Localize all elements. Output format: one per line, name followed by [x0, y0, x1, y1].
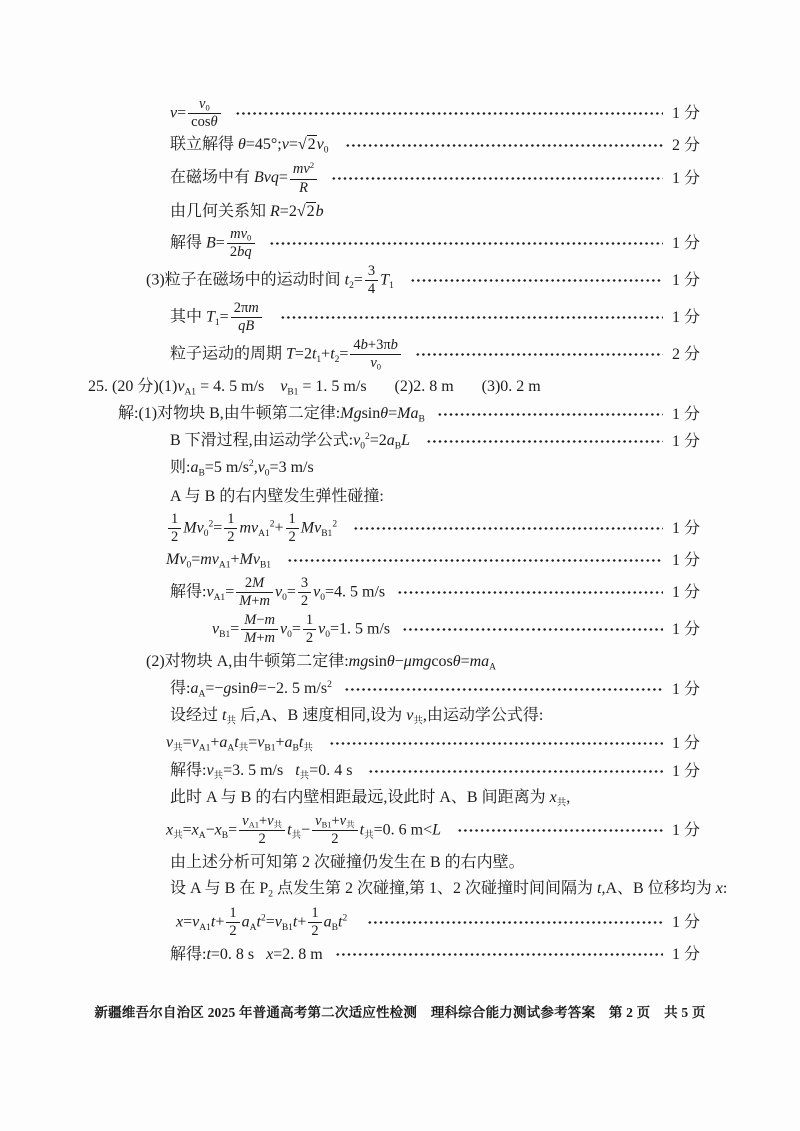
formula-content: 由上述分析可知第 2 次碰撞仍发生在 B 的右内壁。: [170, 854, 525, 872]
dotted-leader: [344, 687, 663, 692]
fraction: $\frac{1}{2}$: [303, 612, 316, 647]
dotted-leader: [397, 590, 663, 595]
formula-content: A 与 B 的右内壁发生弹性碰撞:: [170, 487, 384, 505]
score-label: 1 分: [671, 945, 700, 963]
formula-content: 粒子运动的周期 $T=2t_1+t_2=$ $\frac{4b+3\pi b}{v0}$: [170, 337, 407, 372]
score-label: 1 分: [671, 680, 700, 698]
fraction: $\frac{2\pi m}{qB}$: [231, 300, 262, 335]
score-label: 1 分: [671, 621, 700, 639]
score-label: 1 分: [671, 105, 700, 123]
answer-line: [0, 133, 800, 158]
fraction: $\frac{1}{2}$: [168, 511, 181, 546]
answer-line: [0, 759, 800, 784]
score-label: 1 分: [671, 309, 700, 327]
score-label: 1 分: [671, 735, 700, 753]
dotted-leader: [287, 558, 663, 563]
score-label: 1 分: [671, 433, 700, 451]
fraction: $\frac{3}{2}$: [298, 575, 311, 610]
formula-content: $x_共=x_A-x_B=$ $\frac{\text{vA1+v共}}{2}$ $t_共-$ $\frac{\text{vB1+v共}}{2}$ $t_共=0$. 6 m<L: [166, 813, 441, 848]
score-label: 1 分: [671, 584, 700, 602]
answer-line: [0, 677, 800, 702]
answer-line: [0, 877, 800, 902]
fraction: $\frac{\text{vA1+v共}}{2}$: [239, 813, 285, 848]
score-label: 2 分: [671, 137, 700, 155]
formula-content: 设 A 与 B 在 $P_2$ 点发生第 2 次碰撞,第 1、2 次碰撞时间间隔为 t,A、B 位移均为 x:: [170, 880, 728, 900]
score-label: 1 分: [671, 913, 700, 931]
formula-content: $Mv_0=mv_{A1}+Mv_{B1}$: [166, 550, 272, 571]
dotted-leader: [426, 439, 663, 444]
fraction: $\frac{3}{4}$: [365, 263, 378, 298]
answer-line: [0, 456, 800, 481]
answer-line: [0, 575, 800, 610]
sqrt-radical: √2: [296, 202, 315, 220]
answer-line: [0, 375, 800, 400]
dotted-leader: [345, 143, 663, 148]
answer-line: [0, 337, 800, 372]
fraction: $\frac{v0}{\cos\theta}$: [188, 96, 220, 131]
answer-line: [0, 942, 800, 967]
answer-line: [0, 731, 800, 756]
answer-line: [0, 905, 800, 940]
dotted-leader: [415, 352, 663, 357]
answer-line: [0, 96, 800, 131]
answer-line: [0, 704, 800, 729]
answer-line: [0, 612, 800, 647]
dotted-leader: [368, 769, 663, 774]
formula-content: 此时 A 与 B 的右内壁相距最远,设此时 A、B 间距离为 $x_共$,: [170, 788, 571, 809]
fraction: $\frac{4b+3\pi b}{v0}$: [350, 337, 401, 372]
score-label: 1 分: [671, 762, 700, 780]
dotted-leader: [457, 828, 663, 833]
formula-content: $v_{B1}=$ $\frac{M-m}{M+m}$ $v_0=$ $\frac{1}{2}$ $v_0=1$. 5 m/s: [212, 612, 395, 647]
fraction: $\frac{2M}{M+m}$: [236, 575, 273, 610]
formula-content: 解:(1)对物块 B,由牛顿第二定律$:Mgsin\theta=Ma_B$: [118, 404, 425, 425]
answer-line: [0, 226, 800, 261]
fraction: $\frac{1}{2}$: [308, 905, 321, 940]
fraction: $\frac{1}{2}$: [224, 511, 237, 546]
score-label: 2 分: [671, 346, 700, 364]
dotted-leader: [331, 176, 663, 181]
formula-content: $x=v_{A1}t+$ $\frac{1}{2}$ $a_At^2=v_{B1}t+$ $\frac{1}{2}$ $a_Bt^2$: [176, 904, 348, 939]
dotted-leader: [367, 920, 663, 925]
formula-content: 其中 $T_1=$ $\frac{2\pi m}{qB}$: [170, 300, 272, 335]
fraction: $\frac{1}{2}$: [226, 905, 239, 940]
dotted-leader: [402, 627, 663, 632]
score-label: 1 分: [671, 405, 700, 423]
sqrt-radical: √2: [297, 136, 316, 154]
formula-content: 解得$:v_共=3$. 5 m/s $t_共=0$. 4 s: [170, 761, 361, 782]
dotted-leader: [437, 412, 663, 417]
answer-line: [0, 160, 800, 196]
formula-content: (2)对物块 A,由牛顿第二定律$:mgsin\theta-\mu mgcos\theta=ma_A$: [146, 652, 497, 673]
answer-line: [0, 813, 800, 848]
fraction: $\frac{mv^2}{R}$: [290, 160, 317, 196]
answer-line: [0, 786, 800, 811]
formula-content: 解得:t=0. 8 s x=2. 8 m: [170, 945, 327, 963]
formula-content: v= $\frac{v0}{\cos\theta}$: [170, 96, 227, 131]
fraction: $\frac{1}{2}$: [286, 511, 299, 546]
page-footer: 新疆维吾尔自治区 2025 年普通高考第二次适应性检测 理科综合能力测试参考答案 第 2 页 共 5 页: [94, 1005, 706, 1020]
answer-line: [0, 300, 800, 335]
dotted-leader: [269, 241, 663, 246]
answer-line: [0, 402, 800, 427]
formula-content: B 下滑过程,由运动学公式$:v_0^2=2a_BL$: [170, 432, 411, 452]
answer-line: [0, 263, 800, 298]
formula-content: $\frac{1}{2}$ $Mv_0^2=$ $\frac{1}{2}$ $mv_{A1}^2+$ $\frac{1}{2}$ $Mv_{B1}^2$: [166, 511, 345, 546]
formula-content: (3)粒子在磁场中的运动时间 $t_2=$ $\frac{3}{4}$ $T_1$: [146, 262, 394, 298]
score-label: 1 分: [671, 271, 700, 289]
dotted-leader: [280, 315, 663, 320]
formula-content: 联立解得 $\theta=45^\circ;v=√2v_0$: [170, 133, 337, 158]
fraction: $\frac{mv0}{2bq}$: [227, 226, 255, 261]
dotted-leader: [235, 111, 663, 116]
score-label: 1 分: [671, 551, 700, 569]
score-label: 1 分: [671, 822, 700, 840]
answer-line: [0, 199, 800, 224]
dotted-leader: [329, 741, 663, 746]
dotted-leader: [353, 526, 663, 531]
formula-content: 25. (20 分)$(1)v_{A1} = 4$. 5 m/s $v_{B1} = 1$. 5 m/s (2)2. 8 m (3)0. 2 m: [88, 377, 541, 398]
answer-line: [0, 650, 800, 675]
score-label: 1 分: [671, 234, 700, 252]
score-label: 1 分: [671, 170, 700, 187]
formula-content: 由几何关系知 R=2√2b: [170, 200, 324, 223]
formula-content: 在磁场中有 Bvq= $\frac{mv^2}{R}$: [170, 160, 323, 196]
answer-line: [0, 429, 800, 454]
answer-line: [0, 548, 800, 573]
formula-content: 解得 B= $\frac{mv0}{2bq}$: [170, 226, 261, 261]
fraction: $\frac{M-m}{M+m}$: [241, 612, 278, 647]
dotted-leader: [410, 278, 663, 283]
formula-content: 解得$:v_{A1}=$ $\frac{2M}{M+m}$ $v_0=$ $\frac{3}{2}$ $v_0=4$. 5 m/s: [170, 575, 390, 610]
dotted-leader: [335, 952, 663, 957]
formula-content: 则$:a_B=5$ $m/s^2,v_0=3$ m/s: [170, 459, 314, 479]
answer-line: [0, 484, 800, 509]
answer-line: [0, 850, 800, 875]
formula-content: 设经过 $t_共$ 后,A、B 速度相同,设为 $v_共$,由运动学公式得:: [170, 707, 544, 727]
answer-line: [0, 511, 800, 546]
formula-content: $v_共=v_{A1}+a_At_共=v_{B1}+a_Bt_共$: [166, 734, 313, 754]
score-label: 1 分: [671, 519, 700, 537]
fraction: $\frac{\text{vB1+v共}}{2}$: [312, 813, 358, 848]
formula-content: 得$:a_A=-gsin\theta=-2$. 5 $m/s^2$: [170, 679, 332, 700]
